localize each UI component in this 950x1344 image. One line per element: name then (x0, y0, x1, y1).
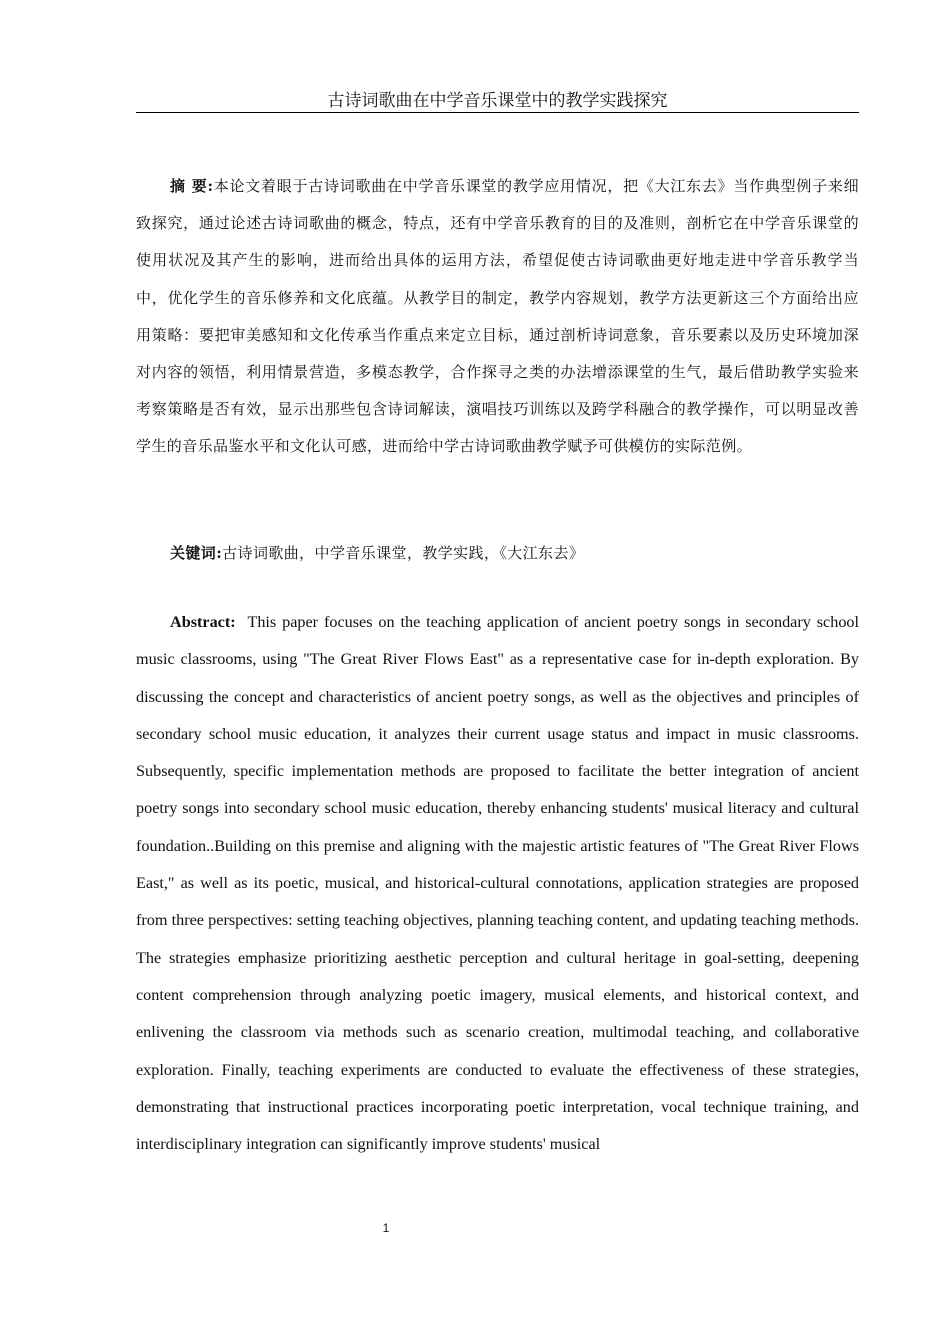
abstract-english-text: This paper focuses on the teaching application of ancient poetry songs in secondary school music classrooms, using "The Great River Flows East" as a representative case for in-depth exploration. By discussing the concept and characteristics of ancient poetry songs, as well as the objectives and principles of secondary school music education, it analyzes their current usage status and impact in music classrooms. Subsequently, specific implementation methods are proposed to facilitate the better integration of ancient poetry songs into secondary school music education, thereby enhancing students' musical literacy and cultural foundation..Building on this premise and aligning with the majestic artistic features of "The Great River Flows East," as well as its poetic, musical, and historical-cultural connotations, application strategies are proposed from three perspectives: setting teaching objectives, planning teaching content, and updating teaching methods. The strategies emphasize prioritizing aesthetic perception and cultural heritage in goal-setting, deepening content comprehension through analyzing poetic imagery, musical elements, and historical context, and enlivening the classroom via methods such as scenario creation, multimodal teaching, and collaborative exploration. Finally, teaching experiments are conducted to evaluate the effectiveness of these strategies, demonstrating that instructional practices incorporating poetic interpretation, vocal technique training, and interdisciplinary integration can significantly improve students' musical (136, 613, 859, 1154)
keywords-chinese-label: 关键词: (170, 544, 223, 562)
abstract-chinese-text: 本论文着眼于古诗词歌曲在中学音乐课堂的教学应用情况，把《大江东去》当作典型例子来细致探究，通过论述古诗词歌曲的概念，特点，还有中学音乐教育的目的及准则，剖析它在中学音乐课堂的使用状况及其产生的影响，进而给出具体的运用方法，希望促使古诗词歌曲更好地走进中学音乐教学当中，优化学生的音乐修养和文化底蕴。从教学目的制定，教学内容规划，教学方法更新这三个方面给出应用策略：要把审美感知和文化传承当作重点来定立目标，通过剖析诗词意象，音乐要素以及历史环境加深对内容的领悟，利用情景营造，多模态教学，合作探寻之类的办法增添课堂的生气，最后借助教学实验来考察策略是否有效，显示出那些包含诗词解读，演唱技巧训练以及跨学科融合的教学操作，可以明显改善学生的音乐品鉴水平和文化认可感，进而给中学古诗词歌曲教学赋予可供模仿的实际范例。 (136, 177, 859, 456)
abstract-english (136, 604, 859, 1163)
page-number: 1 (382, 1221, 390, 1235)
abstract-chinese (136, 168, 859, 466)
keywords-chinese (136, 535, 859, 572)
abstract-chinese-label: 摘 要: (170, 177, 214, 195)
header-rule (136, 112, 859, 113)
running-header-title: 古诗词歌曲在中学音乐课堂中的教学实践探究 (327, 91, 668, 111)
abstract-english-label: Abstract: (170, 613, 236, 631)
keywords-chinese-text: 古诗词歌曲，中学音乐课堂，教学实践，《大江东去》 (222, 544, 585, 562)
